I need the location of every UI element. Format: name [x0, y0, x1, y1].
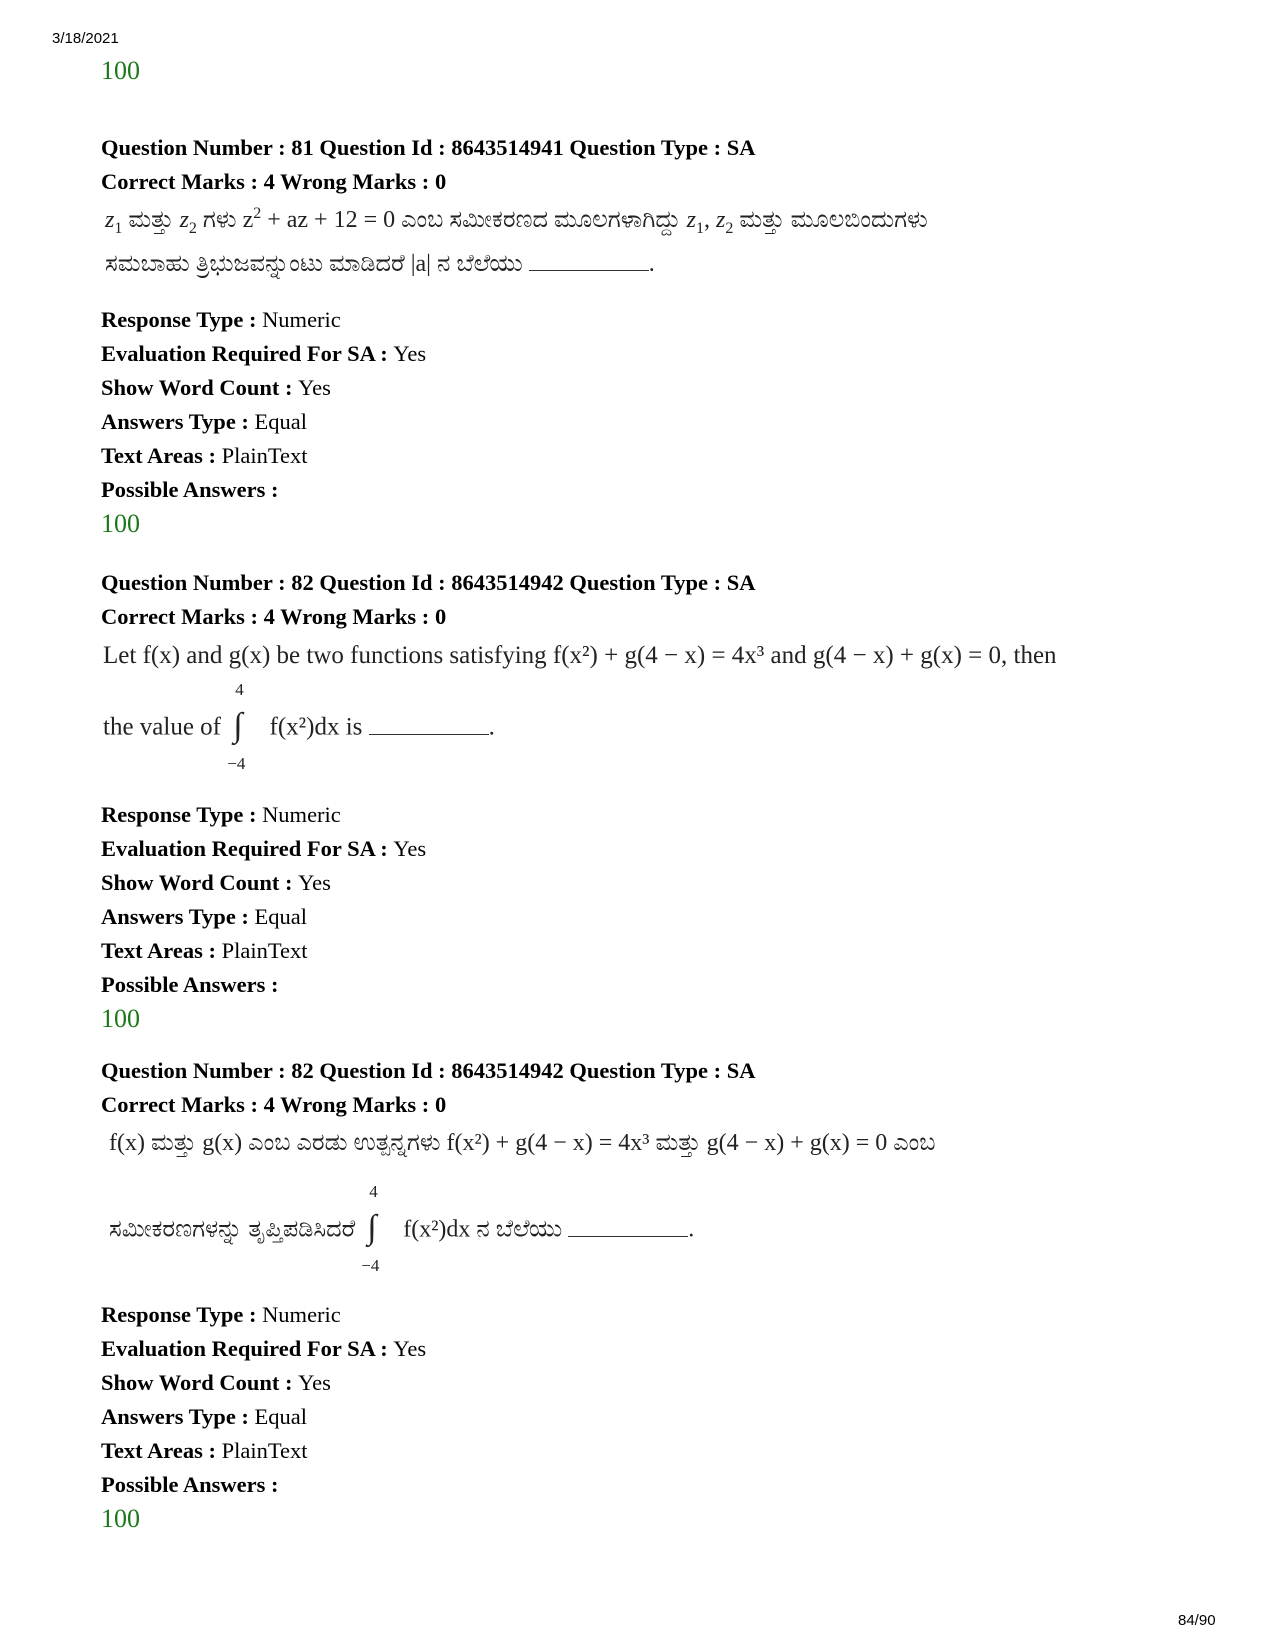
- answer-value: 100: [101, 1504, 140, 1533]
- question-block: [101, 131, 1181, 541]
- possible-answers-label: Possible Answers :: [101, 972, 279, 997]
- text-areas: Text Areas : PlainText: [101, 1438, 308, 1463]
- evaluation-required: Evaluation Required For SA : Yes: [101, 1336, 427, 1361]
- question-header: Question Number : 81 Question Id : 8643514941 Question Type : SA: [101, 135, 756, 160]
- header-date: 3/18/2021: [52, 30, 119, 47]
- response-type: Response Type : Numeric: [101, 1302, 341, 1327]
- response-type: Response Type : Numeric: [101, 307, 341, 332]
- possible-answers-label: Possible Answers :: [101, 477, 279, 502]
- question-block: [101, 1054, 1181, 1536]
- question-header: Question Number : 82 Question Id : 8643514942 Question Type : SA: [101, 570, 756, 595]
- evaluation-required: Evaluation Required For SA : Yes: [101, 836, 427, 861]
- answers-type: Answers Type : Equal: [101, 1404, 308, 1429]
- marks-line: Correct Marks : 4 Wrong Marks : 0: [101, 1092, 447, 1117]
- text-areas: Text Areas : PlainText: [101, 938, 308, 963]
- answers-type: Answers Type : Equal: [101, 409, 308, 434]
- page-number: 84/90: [1178, 1612, 1216, 1629]
- question-text: f(x) ಮತ್ತು g(x) ಎಂಬ ಎರಡು ಉತ್ಪನ್ನಗಳು f(x²) + g(4 − x) = 4x³ ಮತ್ತು g(4 − x) + g(x) = 0 ಎಂಬ ಸಮೀಕರಣಗಳನ್ನು ತೃಪ್ತಿಪಡಿಸಿದರೆ 4 ∫ −4 f(x²)dx ನ ಬೆಲೆಯು .: [109, 1130, 936, 1275]
- question-text: $z_1$ ಮತ್ತು $z_2$ ಗಳು $z^2$ + az + 12 = 0 ಎಂಬ ಸಮೀಕರಣದ ಮೂಲಗಳಾಗಿದ್ದು $z_1$, $z_2$ ಮತ್ತು ಮೂಲಬಿಂದುಗಳು ಸಮಬಾಹು ತ್ರಿಭುಜವನ್ನುಂಟು ಮಾಡಿದರೆ |a| ನ ಬೆಲೆಯು .: [105, 205, 928, 277]
- question-header: Question Number : 82 Question Id : 8643514942 Question Type : SA: [101, 1058, 756, 1083]
- question-text: Let f(x) and g(x) be two functions satisfying f(x²) + g(4 − x) = 4x³ and g(4 − x) + g(x) = 0, then the value of 4 ∫ −4 f(x²)dx is .: [103, 642, 1057, 773]
- show-word-count: Show Word Count : Yes: [101, 375, 331, 400]
- text-areas: Text Areas : PlainText: [101, 443, 308, 468]
- answer-value: 100: [101, 509, 140, 538]
- previous-answer: 100: [101, 56, 140, 85]
- show-word-count: Show Word Count : Yes: [101, 870, 331, 895]
- marks-line: Correct Marks : 4 Wrong Marks : 0: [101, 169, 447, 194]
- response-type: Response Type : Numeric: [101, 802, 341, 827]
- possible-answers-label: Possible Answers :: [101, 1472, 279, 1497]
- question-block: [101, 566, 1181, 1036]
- evaluation-required: Evaluation Required For SA : Yes: [101, 341, 427, 366]
- marks-line: Correct Marks : 4 Wrong Marks : 0: [101, 604, 447, 629]
- show-word-count: Show Word Count : Yes: [101, 1370, 331, 1395]
- answers-type: Answers Type : Equal: [101, 904, 308, 929]
- answer-value: 100: [101, 1004, 140, 1033]
